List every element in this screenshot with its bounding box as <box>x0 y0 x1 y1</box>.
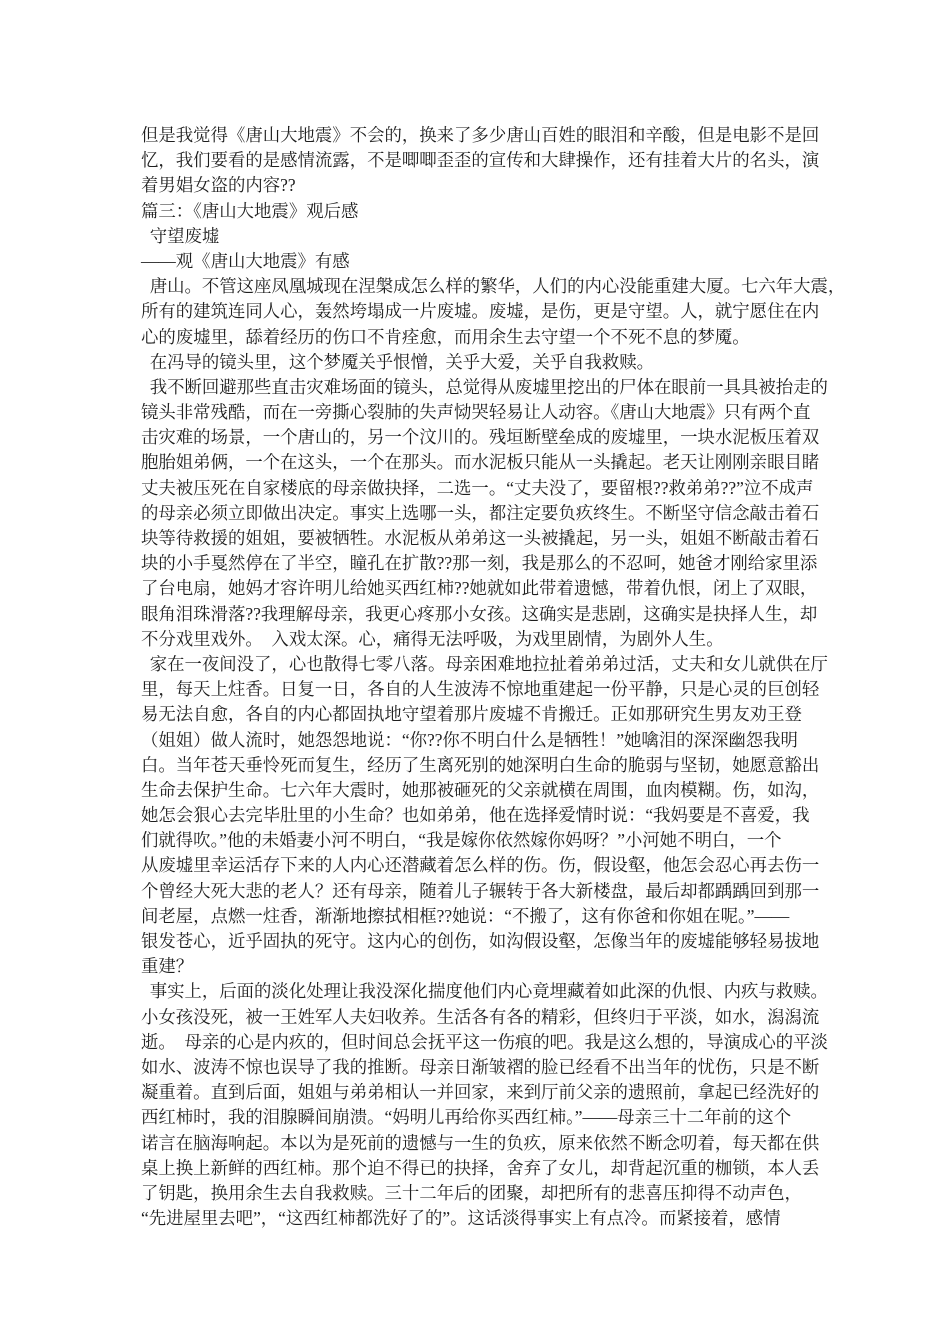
text-line: 我不断回避那些直击灾难场面的镜头，总觉得从废墟里挖出的尸体在眼前一具具被抬走的 <box>141 376 828 397</box>
text-line: 个曾经大死大悲的老人？还有母亲，随着儿子辗转于各大新楼盘，最后却都踽踽回到那一 <box>141 880 820 901</box>
text-line: 生命去保护生命。七六年大震时，她那被砸死的父亲就横在周围，血肉模糊。伤，如沟， <box>141 779 820 800</box>
text-line: （姐姐）做人流时，她怨怨地说：“你??你不明白什么是牺牲！”她噙泪的深深幽怨我明 <box>141 729 798 750</box>
text-line: “先进屋里去吧”，“这西红柿都洗好了的”。这话淡得事实上有点冷。而紧接着，感情 <box>141 1208 781 1229</box>
text-line: ——观《唐山大地震》有感 <box>141 250 350 271</box>
text-line: 白。当年苍天垂怜死而复生，经历了生离死别的她深明白生命的脆弱与坚韧，她愿意豁出 <box>141 754 820 775</box>
text-line: 家在一夜间没了，心也散得七零八落。母亲困难地拉扯着弟弟过活，丈夫和女儿就供在厅 <box>141 653 828 674</box>
text-line: 篇三：《唐山大地震》观后感 <box>141 200 359 221</box>
text-line: 们就得吹。”他的未婚妻小河不明白，“我是嫁你依然嫁你妈呀？”小河她不明白，一个 <box>141 830 782 851</box>
text-line: 忆，我们要看的是感情流露，不是唧唧歪歪的宣传和大肆操作，还有挂着大片的名头，演 <box>141 150 820 171</box>
text-line: 了台电扇，她妈才容许明儿给她买西红柿??她就如此带着遗憾，带着仇恨，闭上了双眼， <box>141 578 818 599</box>
text-line: 但是我觉得《唐山大地震》不会的，换来了多少唐山百姓的眼泪和辛酸，但是电影不是回 <box>141 125 820 145</box>
text-line: 丈夫被压死在自家楼底的母亲做抉择，二选一。“丈夫没了，要留根??救弟弟??”泣不成声 <box>141 477 814 498</box>
text-line: 唐山。不管这座凤凰城现在涅槃成怎么样的繁华，人们的内心没能重建大厦。七六年大震， <box>141 276 846 297</box>
text-line: 了钥匙，换用余生去自我救赎。三十二年后的团聚，却把所有的悲喜压抑得不动声色， <box>141 1182 802 1203</box>
text-line: 里，每天上炷香。日复一日，各自的人生波涛不惊地重建起一份平静，只是心灵的巨创轻 <box>141 679 820 700</box>
text-line: 事实上，后面的淡化处理让我没深化揣度他们内心竟埋藏着如此深的仇恨、内疚与救赎。 <box>141 981 828 1002</box>
text-line: 不分戏里戏外。 入戏太深。心，痛得无法呼吸，为戏里剧情，为剧外人生。 <box>141 628 724 649</box>
text-line: 她怎会狠心去完毕肚里的小生命？也如弟弟，他在选择爱情时说：“我妈要是不喜爱，我 <box>141 805 810 826</box>
text-line: 眼角泪珠滑落??我理解母亲，我更心疼那小女孩。这确实是悲剧，这确实是抉择人生，却 <box>141 603 818 624</box>
text-line: 着男娼女盗的内容?? <box>141 175 296 196</box>
text-line: 诺言在脑海响起。本以为是死前的遗憾与一生的负疚，原来依然不断念叨着，每天都在供 <box>141 1132 820 1153</box>
text-line: 块的小手戛然停在了半空，瞳孔在扩散??那一刻，我是那么的不忍呵，她爸才刚给家里添 <box>141 553 818 574</box>
text-line: 如水、波涛不惊也误导了我的推断。母亲日渐皱褶的脸已经看不出当年的忧伤，只是不断 <box>141 1056 820 1077</box>
text-line: 所有的建筑连同人心，轰然垮塌成一片废墟。废墟，是伤，更是守望。人，就宁愿住在内 <box>141 301 820 322</box>
text-line: 银发苍心，近乎固执的死守。这内心的创伤，如沟假设壑，怎像当年的废墟能够轻易拔地 <box>141 931 820 951</box>
text-line: 易无法自愈，各自的内心都固执地守望着那片废墟不肯搬迁。正如那研究生男友劝王登 <box>141 704 802 725</box>
text-line: 心的废墟里，舔着经历的伤口不肯痊愈，而用余生去守望一个不死不息的梦魇。 <box>141 326 750 347</box>
text-line: 桌上换上新鲜的西红柿。那个迫不得已的抉择，舍弃了女儿，却背起沉重的枷锁，本人丢 <box>141 1157 820 1178</box>
text-line: 守望废墟 <box>141 225 220 246</box>
text-line: 胞胎姐弟俩，一个在这头，一个在那头。而水泥板只能从一头撬起。老天让刚刚亲眼目睹 <box>141 452 820 473</box>
text-line: 逝。 母亲的心是内疚的，但时间总会抚平这一伤痕的吧。我是这么想的，导演成心的平淡 <box>141 1031 828 1052</box>
text-line: 小女孩没死，被一王姓军人夫妇收养。生活各有各的精彩，但终归于平淡，如水，潟潟流 <box>141 1006 820 1027</box>
essay-text-block <box>141 123 846 1231</box>
text-line: 块等待救援的姐姐，要被牺牲。水泥板从弟弟这一头被撬起，另一头，姐姐不断敲击着石 <box>141 528 820 548</box>
text-line: 击灾难的场景，一个唐山的，另一个汶川的。残垣断壁垒成的废墟里，一块水泥板压着双 <box>141 427 820 448</box>
text-line: 镜头非常残酷，而在一旁撕心裂肺的失声恸哭轻易让人动容。《唐山大地震》只有两个直 <box>141 402 811 423</box>
text-line: 间老屋，点燃一炷香，渐渐地擦拭相框??她说：“不搬了，这有你爸和你姐在呢。”—— <box>141 905 790 926</box>
text-line: 在冯导的镜头里，这个梦魇关乎恨憎，关乎大爱，关乎自我救赎。 <box>141 351 655 372</box>
text-line: 西红柿时，我的泪腺瞬间崩溃。“妈明儿再给你买西红柿。”——母亲三十二年前的这个 <box>141 1107 792 1128</box>
text-line: 重建？ <box>141 956 194 977</box>
text-line: 凝重着。直到后面，姐姐与弟弟相认一并回家，来到厅前父亲的遗照前，拿起已经洗好的 <box>141 1082 820 1103</box>
text-line: 从废墟里幸运活存下来的人内心还潜藏着怎么样的伤。伤，假设壑，他怎会忍心再去伤一 <box>141 855 820 876</box>
text-line: 的母亲必须立即做出决定。事实上选哪一头，都注定要负疚终生。不断坚守信念敲击着石 <box>141 502 820 523</box>
